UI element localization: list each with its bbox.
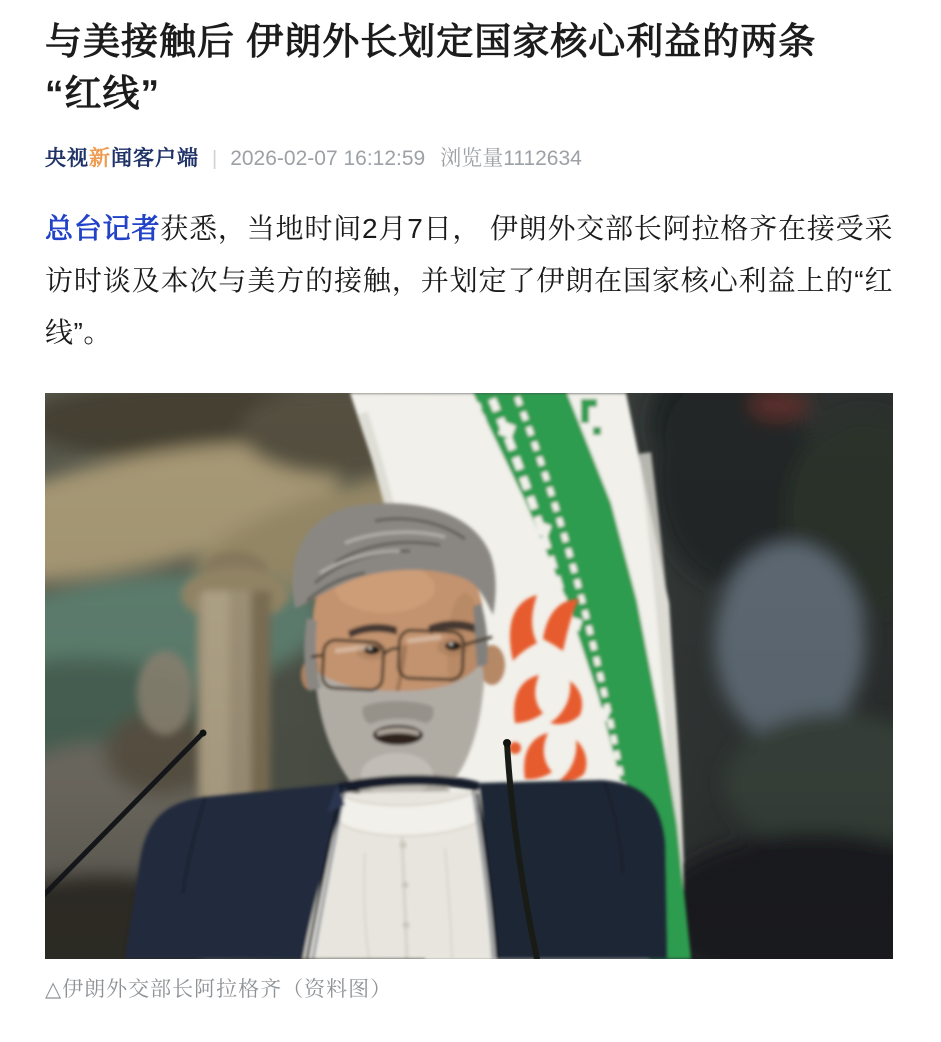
publish-time: 2026-02-07 16:12:59 (230, 147, 426, 170)
source-logo-part2: 闻客户端 (111, 147, 199, 170)
source-logo[interactable] (45, 145, 199, 173)
view-count: 浏览量1112634 (440, 147, 582, 170)
paragraph-text: 获悉，当地时间2月7日， 伊朗外交部长阿拉格齐在接受采访时谈及本次与美方的接触，并划定了伊朗在国家核心利益上的“红线”。 (45, 213, 893, 348)
article-paragraph (45, 203, 893, 359)
suit-and-shirt (125, 775, 667, 959)
article-page (0, 16, 941, 1003)
news-photo (45, 393, 893, 959)
article-title (45, 16, 893, 120)
article-figure (45, 393, 893, 1003)
article-title-line2: “红线” (45, 73, 160, 114)
source-logo-part1: 央视 (45, 147, 89, 170)
news-photo-illustration (45, 393, 893, 959)
source-logo-accent: 新 (89, 147, 111, 170)
reporter-link[interactable]: 总台记者 (45, 213, 161, 244)
meta-row (45, 145, 893, 173)
photo-caption: △伊朗外交部长阿拉格齐（资料图） (45, 978, 393, 1001)
article-title-line1: 与美接触后 伊朗外长划定国家核心利益的两条 (45, 21, 817, 62)
suit-right (479, 780, 667, 959)
meta-separator: | (212, 148, 218, 170)
